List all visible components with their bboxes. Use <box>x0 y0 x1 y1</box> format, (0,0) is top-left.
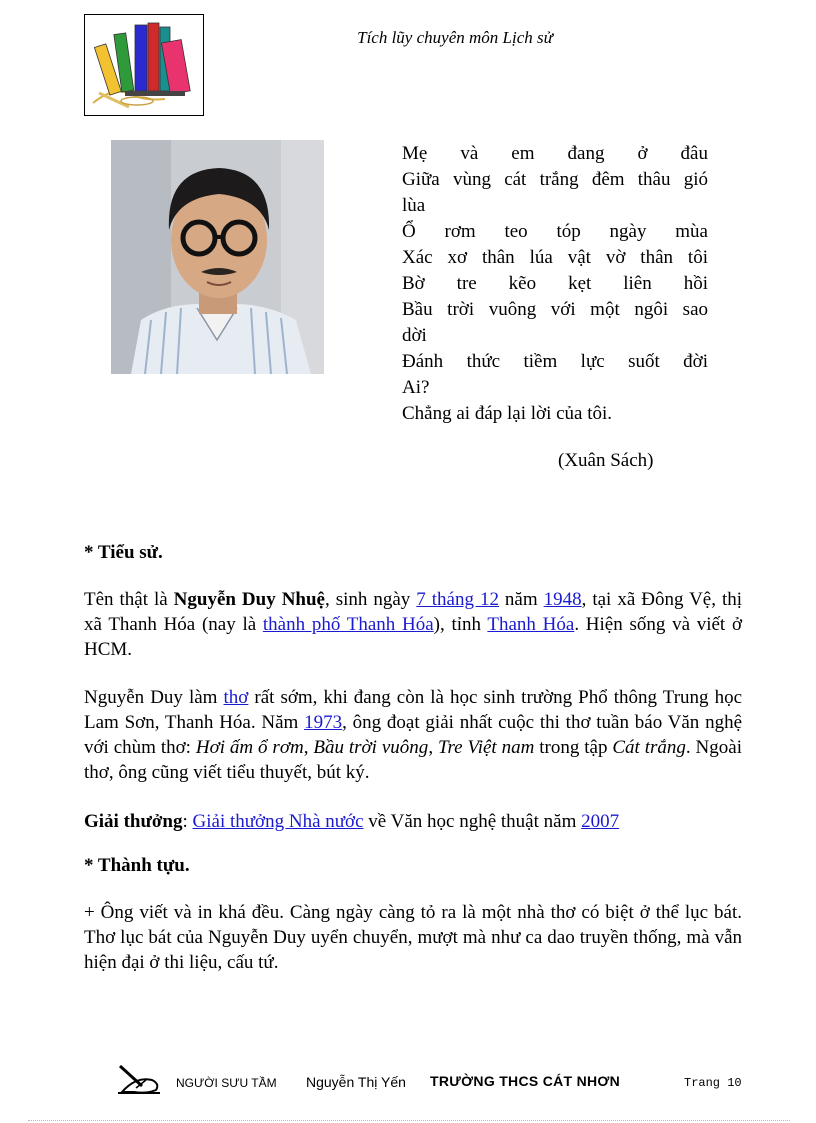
state-award-link[interactable]: Giải thưởng Nhà nước <box>192 811 364 832</box>
poem-line: Bờ tre kẽo kẹt liên hồi <box>402 273 708 294</box>
career-paragraph <box>84 685 742 785</box>
quill-pen-icon <box>116 1062 162 1096</box>
poem-line: lùa <box>402 195 426 216</box>
biography-heading: * Tiểu sử. <box>84 542 163 563</box>
text: , ông đoạt giải nhất cuộc thi thơ tuần báo Văn nghệ với chùm thơ: <box>84 712 743 758</box>
poem-line: Đánh thức tiềm lực suốt đời <box>402 351 708 372</box>
poem-title: Tre Việt nam <box>437 737 535 758</box>
text: rất sớm, khi đang còn là học sinh trường Phổ thông Trung học Lam Sơn, Thanh Hóa. Năm <box>84 687 742 733</box>
text: trong tập <box>534 737 613 758</box>
footer-divider <box>28 1120 790 1121</box>
text: về Văn học nghệ thuật năm <box>363 811 582 832</box>
biography-paragraph <box>84 587 742 662</box>
poem-line: Ai? <box>402 377 430 398</box>
text: , <box>303 737 314 758</box>
books-logo <box>84 14 204 116</box>
year-2007-link[interactable]: 2007 <box>581 811 620 832</box>
text: năm <box>498 589 544 610</box>
poem-line: Mẹ và em đang ở đâu <box>402 143 708 164</box>
header-title: Tích lũy chuyên môn Lịch sử <box>357 28 553 47</box>
poem-line: dời <box>402 325 427 346</box>
achievements-heading: * Thành tựu. <box>84 855 190 876</box>
poetry-link[interactable]: thơ <box>223 687 249 708</box>
birthdate-link[interactable]: 7 tháng 12 <box>416 589 499 610</box>
poem <box>402 141 708 427</box>
footer-page-number: Trang 10 <box>684 1076 742 1090</box>
poem-line: Xác xơ thân lúa vật vờ thân tôi <box>402 247 708 268</box>
poem-title: Hơi ấm ổ rơm <box>195 737 304 758</box>
footer-author: Nguyễn Thị Yến <box>306 1074 406 1090</box>
text: , tại xã Đông Vệ, thị xã Thanh Hóa (nay là <box>84 589 743 635</box>
text: Nguyễn Duy làm <box>84 687 224 708</box>
text: . Ngoài thơ, ông cũng viết tiểu thuyết, bút ký. <box>84 737 742 783</box>
text: , sinh ngày <box>325 589 417 610</box>
author-name: Nguyễn Duy Nhuệ <box>173 589 325 610</box>
text: : <box>182 811 193 832</box>
award-label: Giải thưởng <box>84 811 183 832</box>
poem-credit: (Xuân Sách) <box>558 450 654 471</box>
poem-line: Chẳng ai đáp lại lời của tôi. <box>402 403 613 424</box>
year-1973-link[interactable]: 1973 <box>304 712 343 733</box>
province-link[interactable]: Thanh Hóa <box>487 614 575 635</box>
poem-line: Ổ rơm teo tóp ngày mùa <box>402 221 708 242</box>
author-portrait <box>111 140 324 374</box>
text: ), tỉnh <box>433 614 488 635</box>
poem-line: Giữa vùng cát trắng đêm thâu gió <box>402 169 708 190</box>
poem-line: Bầu trời vuông với một ngôi sao <box>402 299 708 320</box>
achievements-paragraph: + Ông viết và in khá đều. Càng ngày càng tỏ ra là một nhà thơ có biệt ở thể lục bát. Thơ lục bát của Nguyễn Duy uyển chuyển, mượt mà như ca dao truyền thống, mà vẫn hiện đại ở thi liệu, cấu tứ. <box>84 902 742 973</box>
footer-school: TRƯỜNG THCS CÁT NHƠN <box>430 1073 621 1089</box>
books-icon <box>85 15 203 115</box>
city-link[interactable]: thành phố Thanh Hóa <box>262 614 434 635</box>
award-line <box>84 809 742 834</box>
birthyear-link[interactable]: 1948 <box>543 589 582 610</box>
footer-collector: NGƯỜI SƯU TẦM <box>176 1076 277 1090</box>
poem-title: Bầu trời vuông <box>313 737 429 758</box>
text: . Hiện sống và viết ở HCM. <box>84 614 742 660</box>
text: Tên thật là <box>84 589 174 610</box>
footer <box>110 1062 760 1102</box>
text: , <box>428 737 438 758</box>
collection-title: Cát trắng <box>612 737 686 758</box>
